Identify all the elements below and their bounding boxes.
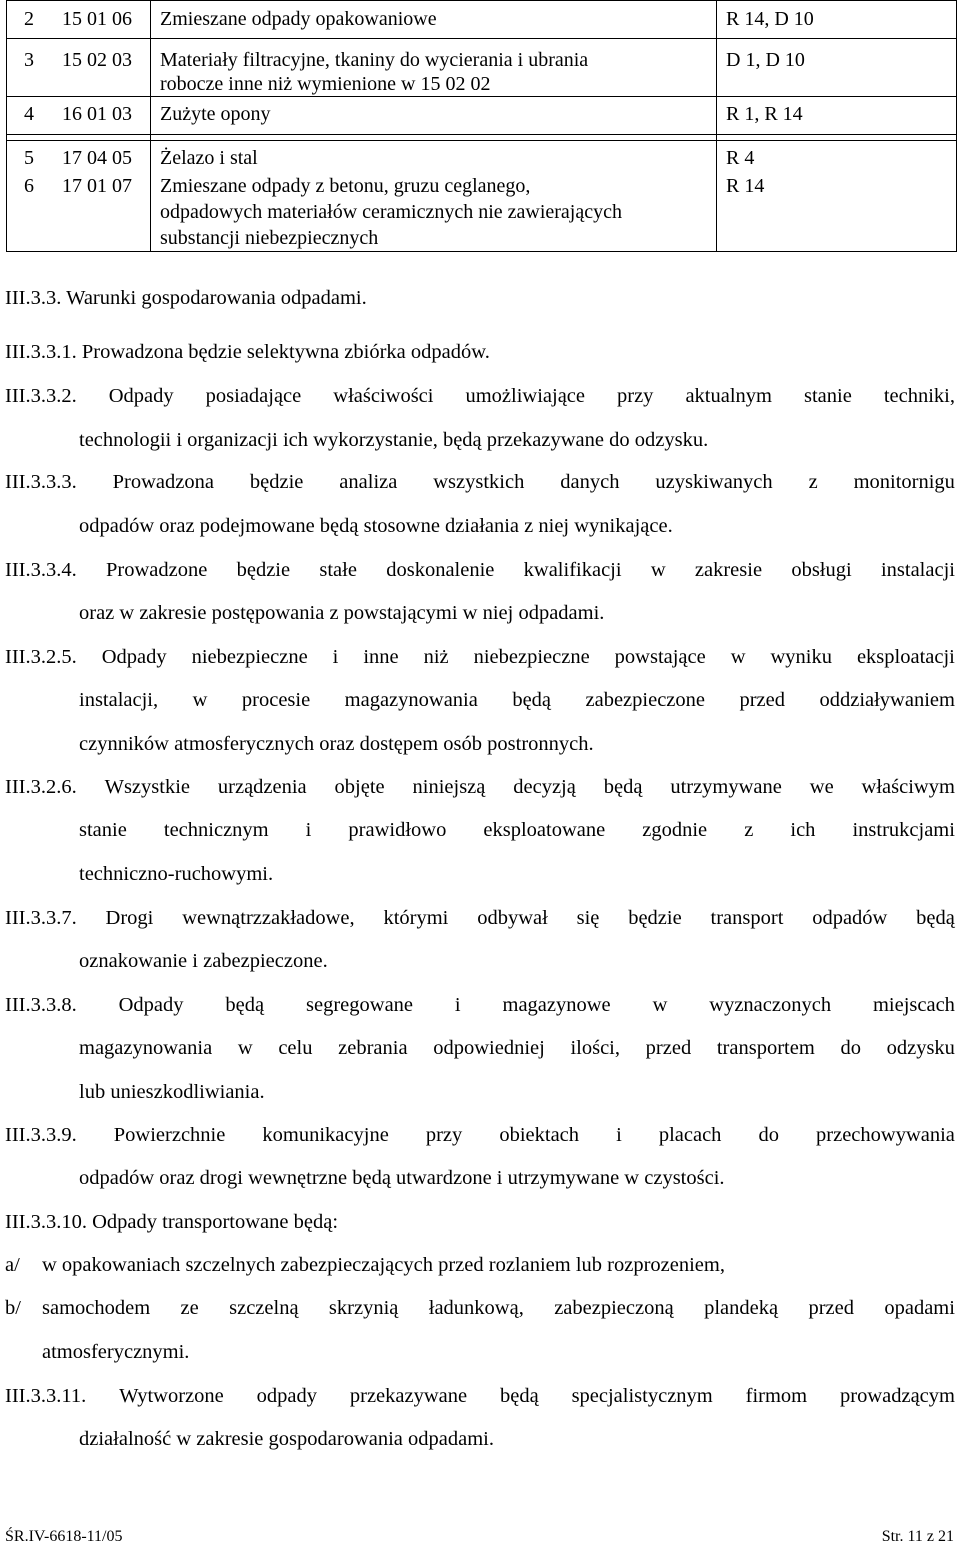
word: transport	[710, 907, 784, 929]
word: III.3.3.3.	[5, 471, 77, 493]
list-marker: b/	[5, 1297, 21, 1319]
list-item-text: atmosferycznymi.	[42, 1341, 190, 1363]
word: odpowiedniej	[433, 1037, 545, 1059]
word: analiza	[339, 471, 398, 493]
paragraph-line: lub unieszkodliwiania.	[79, 1081, 265, 1103]
paragraph-line	[79, 818, 955, 842]
word: obsługi	[791, 559, 852, 581]
word: powstające	[614, 646, 706, 668]
process-code: D 1, D 10	[726, 49, 805, 71]
paragraph-line: odpadów oraz podejmowane będą stosowne działania z niej wynikające.	[79, 515, 673, 537]
word: ilości,	[570, 1037, 621, 1059]
paragraph-line: techniczno-ruchowymi.	[79, 863, 274, 885]
word: prawidłowo	[348, 819, 447, 841]
word: ze	[180, 1297, 199, 1319]
word: zabezpieczoną	[554, 1297, 674, 1319]
word: ładunkową,	[428, 1297, 524, 1319]
word: w	[650, 559, 666, 581]
word: przed	[739, 689, 785, 711]
waste-code: 15 01 06	[62, 8, 132, 30]
word: Prowadzone	[106, 559, 208, 581]
waste-name: Materiały filtracyjne, tkaniny do wycierania i ubrania	[160, 49, 589, 71]
section-heading: III.3.3. Warunki gospodarowania odpadami.	[5, 287, 367, 309]
word: decyzją	[513, 776, 576, 798]
paragraph-line	[79, 688, 955, 712]
word: i	[305, 819, 312, 841]
paragraph-line: technologii i organizacji ich wykorzystanie, będą przekazywane do odzysku.	[79, 429, 709, 451]
word: samochodem	[42, 1297, 151, 1319]
word: wyniku	[770, 646, 832, 668]
paragraph-line	[5, 1384, 955, 1408]
paragraph-line	[5, 993, 955, 1017]
list-item-text	[42, 1296, 955, 1320]
word: instrukcjami	[852, 819, 955, 841]
word: magazynowania	[79, 1037, 213, 1059]
word: przy	[425, 1124, 463, 1146]
process-code: R 4	[726, 147, 755, 169]
word: odpady	[256, 1385, 317, 1407]
word: Powierzchnie	[113, 1124, 226, 1146]
word: wewnątrzzakładowe,	[182, 907, 355, 929]
word: danych	[560, 471, 620, 493]
word: zgodnie	[642, 819, 708, 841]
word: zabezpieczone	[585, 689, 705, 711]
word: Odpady	[108, 385, 174, 407]
paragraph-line: odpadów oraz drogi wewnętrzne będą utwardzone i utrzymywane w czystości.	[79, 1167, 725, 1189]
paragraph-line: oznakowanie i zabezpieczone.	[79, 950, 328, 972]
word: III.3.3.7.	[5, 907, 77, 929]
word: kwalifikacji	[523, 559, 622, 581]
waste-name: substancji niebezpiecznych	[160, 227, 379, 249]
word: w	[652, 994, 668, 1016]
word: III.3.2.5.	[5, 646, 77, 668]
word: przekazywane	[349, 1385, 468, 1407]
waste-name: odpadowych materiałów ceramicznych nie zawierających	[160, 201, 622, 223]
word: właściwym	[861, 776, 955, 798]
word: się	[576, 907, 600, 929]
word: do	[758, 1124, 779, 1146]
word: placach	[658, 1124, 722, 1146]
word: III.3.3.4.	[5, 559, 77, 581]
word: którymi	[383, 907, 449, 929]
waste-code: 17 04 05	[62, 147, 132, 169]
process-code: R 14	[726, 175, 765, 197]
word: i	[616, 1124, 622, 1146]
paragraph-line: czynników atmosferycznych oraz dostępem osób postronnych.	[79, 733, 594, 755]
paragraph-line	[5, 470, 955, 494]
paragraph-line	[5, 558, 955, 582]
waste-name: Zmieszane odpady z betonu, gruzu ceglanego,	[160, 175, 531, 197]
word: niebezpieczne	[473, 646, 590, 668]
word: firmom	[745, 1385, 808, 1407]
word: uzyskiwanych	[655, 471, 773, 493]
row-number: 3	[24, 49, 34, 71]
word: Wszystkie	[104, 776, 191, 798]
word: III.3.3.11.	[5, 1385, 87, 1407]
waste-name: Zmieszane odpady opakowaniowe	[160, 8, 437, 30]
list-item-text: w opakowaniach szczelnych zabezpieczających przed rozlaniem lub rozprozeniem,	[42, 1254, 725, 1276]
word: segregowane	[306, 994, 414, 1016]
word: Drogi	[105, 907, 154, 929]
word: inne	[363, 646, 399, 668]
word: aktualnym	[685, 385, 772, 407]
word: odbywał	[477, 907, 548, 929]
document-reference: ŚR.IV-6618-11/05	[5, 1528, 123, 1545]
word: w	[192, 689, 208, 711]
word: będą	[916, 907, 955, 929]
row-number: 6	[24, 175, 34, 197]
word: skrzynią	[328, 1297, 399, 1319]
word: we	[809, 776, 834, 798]
word: wyznaczonych	[709, 994, 832, 1016]
word: Odpady	[101, 646, 167, 668]
word: zakresie	[694, 559, 763, 581]
paragraph-3-3-1: III.3.3.1. Prowadzona będzie selektywna zbiórka odpadów.	[5, 341, 490, 363]
word: Odpady	[118, 994, 184, 1016]
word: przechowywania	[816, 1124, 955, 1146]
paragraph-line	[5, 906, 955, 930]
word: oddziaływaniem	[819, 689, 955, 711]
waste-code: 16 01 03	[62, 103, 132, 125]
word: obiektach	[499, 1124, 580, 1146]
word: odzysku	[886, 1037, 955, 1059]
waste-name: robocze inne niż wymienione w 15 02 02	[160, 73, 491, 95]
word: specjalistycznym	[571, 1385, 713, 1407]
word: III.3.3.2.	[5, 385, 77, 407]
word: instalacji	[880, 559, 955, 581]
word: komunikacyjne	[262, 1124, 389, 1146]
row-number: 4	[24, 103, 34, 125]
row-number: 2	[24, 8, 34, 30]
word: celu	[278, 1037, 313, 1059]
word: procesie	[241, 689, 311, 711]
word: eksploatowane	[483, 819, 606, 841]
word: w	[730, 646, 746, 668]
word: będą	[603, 776, 643, 798]
row-number: 5	[24, 147, 34, 169]
paragraph-line: oraz w zakresie postępowania z powstającymi w niej odpadami.	[79, 602, 605, 624]
word: szczelną	[229, 1297, 299, 1319]
word: będzie	[249, 471, 304, 493]
paragraph-line	[5, 775, 955, 799]
word: do	[840, 1037, 861, 1059]
word: w	[237, 1037, 253, 1059]
paragraph-3-3-10: III.3.3.10. Odpady transportowane będą:	[5, 1211, 339, 1233]
word: technicznym	[163, 819, 269, 841]
waste-code: 17 01 07	[62, 175, 132, 197]
word: umożliwiające	[465, 385, 585, 407]
word: urządzenia	[217, 776, 307, 798]
paragraph-line: działalność w zakresie gospodarowania odpadami.	[79, 1428, 494, 1450]
paragraph-line	[5, 645, 955, 669]
paragraph-line	[79, 1036, 955, 1060]
word: stanie	[79, 819, 127, 841]
word: niż	[423, 646, 449, 668]
word: będzie	[236, 559, 291, 581]
word: posiadające	[205, 385, 302, 407]
word: doskonalenie	[386, 559, 495, 581]
word: miejscach	[872, 994, 955, 1016]
word: Wytworzone	[119, 1385, 224, 1407]
word: eksploatacji	[856, 646, 955, 668]
word: niniejszą	[412, 776, 486, 798]
paragraph-line	[5, 384, 955, 408]
waste-name: Zużyte opony	[160, 103, 271, 125]
word: wszystkich	[433, 471, 525, 493]
word: z	[744, 819, 754, 841]
word: ich	[790, 819, 816, 841]
word: będą	[499, 1385, 539, 1407]
word: przed	[645, 1037, 692, 1059]
word: stałe	[319, 559, 357, 581]
word: będą	[225, 994, 265, 1016]
word: i	[332, 646, 339, 668]
word: i	[454, 994, 461, 1016]
word: plandeką	[704, 1297, 779, 1319]
waste-name: Żelazo i stal	[160, 147, 258, 169]
page-number: Str. 11 z 21	[881, 1528, 954, 1545]
word: monitornigu	[853, 471, 955, 493]
list-marker: a/	[5, 1254, 20, 1276]
word: instalacji,	[79, 689, 159, 711]
word: będzie	[628, 907, 682, 929]
word: zebrania	[338, 1037, 408, 1059]
word: właściwości	[333, 385, 434, 407]
word: magazynowe	[502, 994, 611, 1016]
word: stanie	[803, 385, 852, 407]
waste-code: 15 02 03	[62, 49, 132, 71]
word: transportem	[716, 1037, 815, 1059]
word: niebezpieczne	[191, 646, 308, 668]
process-code: R 14, D 10	[726, 8, 814, 30]
word: z	[808, 471, 818, 493]
word: III.3.3.9.	[5, 1124, 77, 1146]
word: przy	[617, 385, 654, 407]
word: opadami	[884, 1297, 955, 1319]
paragraph-line	[5, 1123, 955, 1147]
word: będą	[512, 689, 552, 711]
word: prowadzącym	[840, 1385, 955, 1407]
word: techniki,	[883, 385, 955, 407]
word: III.3.2.6.	[5, 776, 77, 798]
word: magazynowania	[344, 689, 478, 711]
word: przed	[808, 1297, 854, 1319]
word: Prowadzona	[112, 471, 214, 493]
word: utrzymywane	[670, 776, 782, 798]
word: odpadów	[812, 907, 888, 929]
word: objęte	[334, 776, 385, 798]
word: III.3.3.8.	[5, 994, 77, 1016]
process-code: R 1, R 14	[726, 103, 803, 125]
